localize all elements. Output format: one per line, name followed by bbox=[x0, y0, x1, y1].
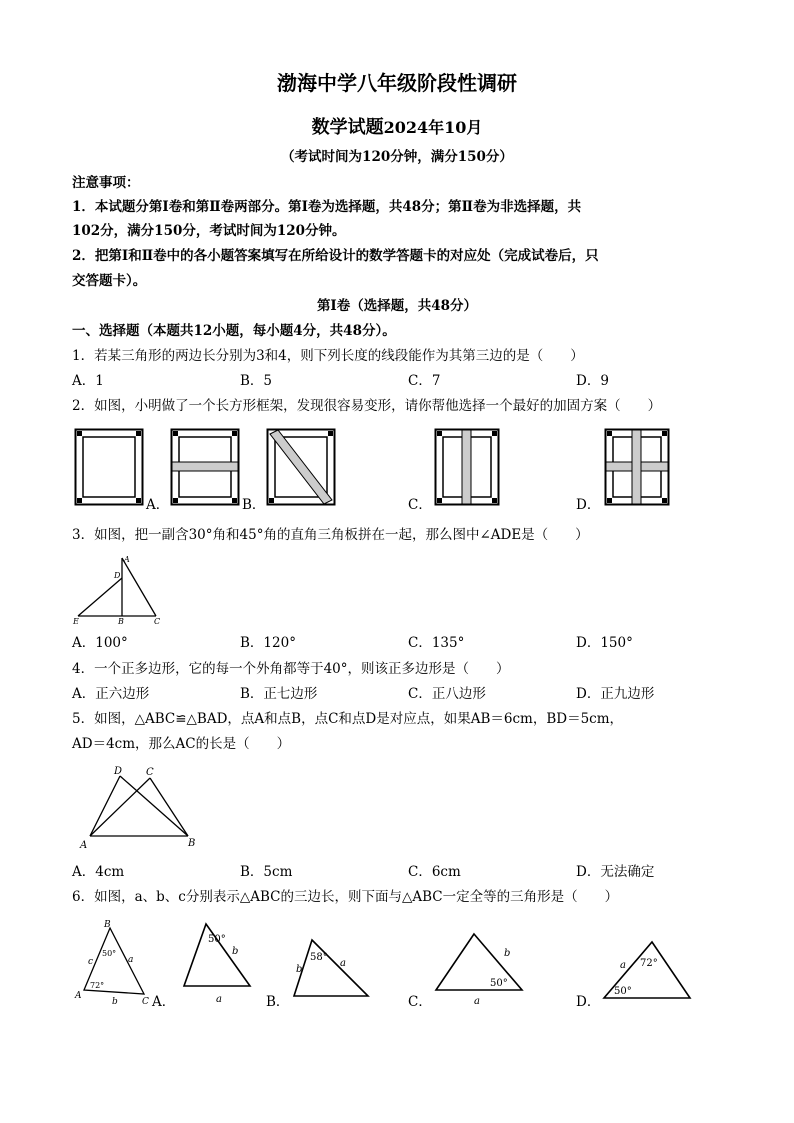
q3-label-d: D bbox=[114, 571, 121, 580]
q3-option-d[interactable]: D．150° bbox=[576, 635, 633, 651]
q4-option-d[interactable]: D．正九边形 bbox=[576, 686, 655, 702]
q6-ref-side-b: b bbox=[112, 997, 118, 1006]
part-heading: 一、选择题（本题共12小题，每小题4分，共48分）。 bbox=[72, 323, 396, 339]
q5-label-c: C bbox=[146, 767, 154, 778]
q3-label-e: E bbox=[73, 617, 79, 626]
q6-ref-side-c: c bbox=[88, 957, 94, 967]
note-2-line-1: 2．把第Ⅰ和Ⅱ卷中的各小题答案填写在所给设计的数学答题卡的对应处（完成试卷后，只 bbox=[72, 248, 599, 264]
q6-b-angle: 58° bbox=[310, 952, 328, 963]
q5-label-b: B bbox=[188, 838, 196, 849]
q6-triangle-c bbox=[432, 928, 532, 1006]
q6-option-d[interactable]: D． bbox=[576, 994, 601, 1010]
q6-c-side-a: a bbox=[474, 996, 480, 1006]
q6-a-angle: 50° bbox=[208, 934, 226, 945]
q6-ref-angle-72: 72° bbox=[90, 981, 105, 990]
subtitle-subject: 数学试题 bbox=[311, 117, 384, 138]
q2-frame-vertical-brace bbox=[434, 428, 500, 506]
q5-option-a[interactable]: A．4cm bbox=[72, 864, 125, 880]
q6-option-a[interactable]: A． bbox=[152, 994, 176, 1010]
q5-option-d[interactable]: D．无法确定 bbox=[576, 864, 655, 880]
q1-option-d: D．9 bbox=[576, 373, 609, 389]
q6-b-side-b: b bbox=[296, 964, 303, 975]
subtitle-date: 2024年10月 bbox=[383, 118, 483, 137]
q6-ref-label-c: C bbox=[142, 997, 149, 1006]
q4-option-b[interactable]: B．正七边形 bbox=[240, 686, 318, 702]
q2-frame-original bbox=[74, 428, 144, 506]
q6-a-side-b: b bbox=[232, 946, 239, 957]
exam-subtitle bbox=[0, 117, 794, 139]
q6-c-angle: 50° bbox=[490, 978, 508, 989]
q5-option-c[interactable]: C．6cm bbox=[408, 864, 461, 880]
q5-label-a: A bbox=[80, 840, 88, 850]
q4-option-a[interactable]: A．正六边形 bbox=[72, 686, 150, 702]
q2-option-d[interactable]: D． bbox=[576, 497, 601, 513]
q6-d-angle-50: 50° bbox=[614, 986, 632, 997]
q6-a-side-a: a bbox=[216, 994, 222, 1005]
section-title: 第Ⅰ卷（选择题，共48分） bbox=[316, 298, 478, 314]
q3-label-c: C bbox=[154, 617, 161, 626]
q4-stem: 4．一个正多边形，它的每一个外角都等于40°，则该正多边形是（ ） bbox=[72, 661, 510, 677]
q5-triangle-figure bbox=[76, 764, 202, 850]
q2-option-a[interactable]: A． bbox=[146, 497, 170, 513]
q6-d-angle-72: 72° bbox=[640, 958, 658, 969]
q2-option-b[interactable]: B． bbox=[242, 497, 266, 513]
q5-stem-line-1: 5．如图，△ABC≌△BAD，点A和点B，点C和点D是对应点，如果AB＝6cm，BD＝5cm， bbox=[72, 711, 624, 727]
q2-option-c[interactable]: C． bbox=[408, 497, 432, 513]
q3-option-b[interactable]: B．120° bbox=[240, 635, 296, 651]
notes-heading: 注意事项： bbox=[72, 175, 140, 191]
q2-frame-diagonal-brace bbox=[266, 428, 336, 506]
q2-frame-horizontal-brace bbox=[170, 428, 240, 506]
q4-option-c[interactable]: C．正八边形 bbox=[408, 686, 486, 702]
time-note: （考试时间为120分钟，满分150分） bbox=[281, 149, 513, 165]
q1-option-b: B．5 bbox=[240, 373, 273, 389]
q5-stem-line-2: AD＝4cm，那么AC的长是（ ） bbox=[72, 736, 291, 752]
q3-option-c[interactable]: C．135° bbox=[408, 635, 465, 651]
q3-triangle-figure bbox=[72, 552, 164, 626]
q1-option-c: C．7 bbox=[408, 373, 441, 389]
q2-stem: 2．如图，小明做了一个长方形框架，发现很容易变形，请你帮他选择一个最好的加固方案（ ） bbox=[72, 398, 662, 414]
q1-option-a: A．1 bbox=[72, 373, 104, 389]
q6-b-side-a: a bbox=[340, 958, 346, 969]
q3-option-a[interactable]: A．100° bbox=[72, 635, 128, 651]
q6-ref-side-a: a bbox=[128, 955, 134, 965]
note-2-line-2: 交答题卡）。 bbox=[72, 273, 147, 289]
note-1-line-1: 1．本试题分第Ⅰ卷和第Ⅱ卷两部分。第Ⅰ卷为选择题，共48分；第Ⅱ卷为非选择题，共 bbox=[72, 199, 582, 215]
page-title: 渤海中学八年级阶段性调研 bbox=[277, 71, 517, 95]
q6-triangle-b bbox=[290, 934, 374, 1006]
q6-triangle-a bbox=[178, 914, 264, 1006]
q3-label-a: A bbox=[124, 555, 130, 564]
q3-label-b: B bbox=[118, 617, 124, 626]
q6-triangle-d bbox=[600, 938, 694, 1006]
q6-ref-label-a: A bbox=[75, 991, 82, 1001]
q6-c-side-b: b bbox=[504, 948, 511, 959]
q6-d-side-a: a bbox=[620, 960, 626, 971]
q2-frame-cross-brace bbox=[604, 428, 670, 506]
q6-reference-triangle bbox=[72, 918, 154, 1006]
q6-option-b[interactable]: B． bbox=[266, 994, 290, 1010]
q1-stem: 1．若某三角形的两边长分别为3和4，则下列长度的线段能作为其第三边的是（ ） bbox=[72, 348, 584, 364]
q5-label-d: D bbox=[114, 766, 123, 777]
q6-ref-label-b: B bbox=[104, 920, 111, 930]
note-1-line-2: 102分，满分150分，考试时间为120分钟。 bbox=[72, 223, 346, 239]
q6-ref-angle-50: 50° bbox=[102, 949, 117, 958]
q3-stem: 3．如图，把一副含30°角和45°角的直角三角板拼在一起，那么图中∠ADE是（ ） bbox=[72, 527, 589, 543]
q5-option-b[interactable]: B．5cm bbox=[240, 864, 293, 880]
q6-stem: 6．如图，a、b、c分别表示△ABC的三边长，则下面与△ABC一定全等的三角形是（ ） bbox=[72, 889, 619, 905]
q6-option-c[interactable]: C． bbox=[408, 994, 432, 1010]
